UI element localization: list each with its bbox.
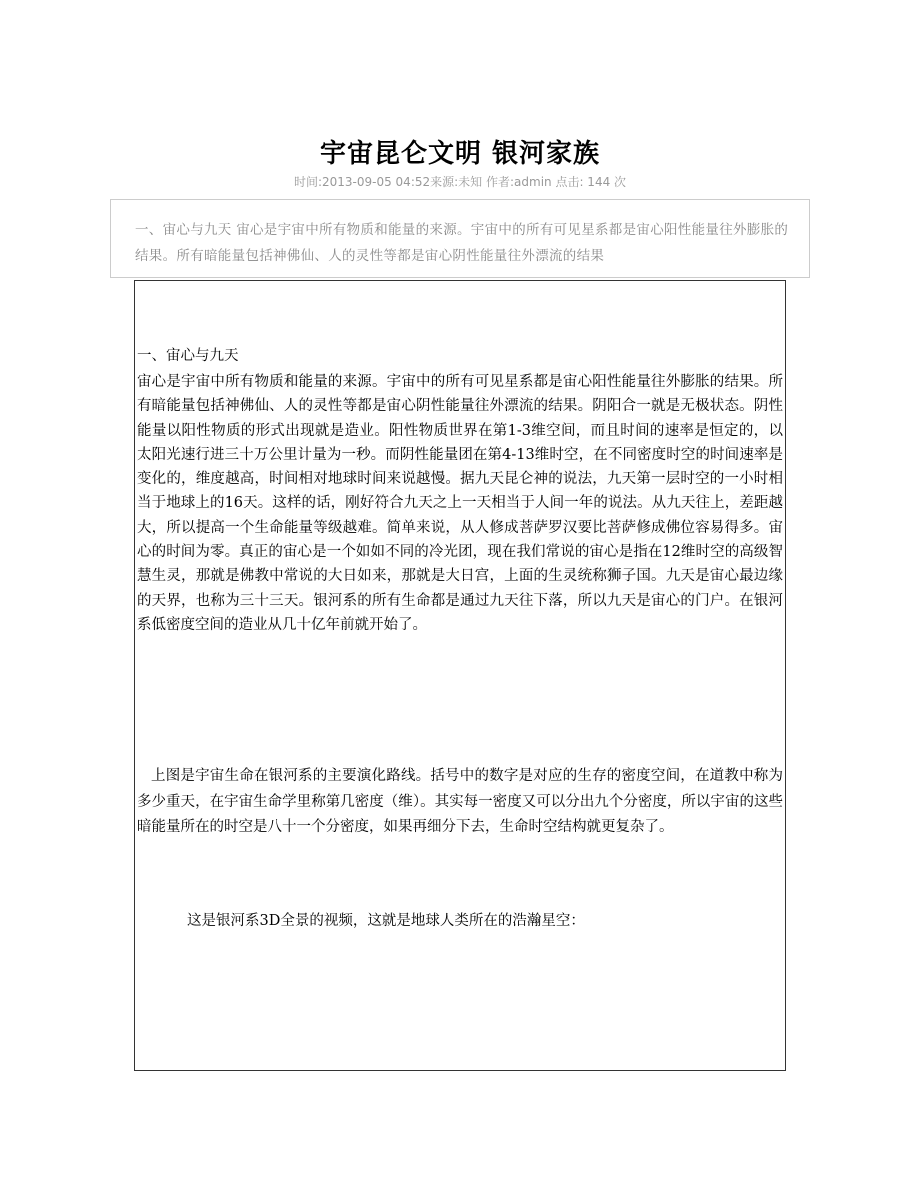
article-meta: 时间:2013-09-05 04:52来源:未知 作者:admin 点击: 144 次 xyxy=(293,175,627,189)
article-summary: 一、宙心与九天 宙心是宇宙中所有物质和能量的来源。宇宙中的所有可见星系都是宙心阳性能量往外膨胀的结果。所有暗能量包括神佛仙、人的灵性等都是宙心阴性能量往外漂流的结果 xyxy=(110,199,810,278)
section-heading: 一、宙心与九天 xyxy=(137,348,239,364)
paragraph-evolution-route: 上图是宇宙生命在银河系的主要演化路线。括号中的数字是对应的生存的密度空间，在道教中称为多少重天，在宇宙生命学里称第几密度（维）。其实每一密度又可以分出九个分密度，所以宇宙的这些暗能量所在的时空是八十一个分密度，如果再细分下去，生命时空结构就更复杂了。 xyxy=(137,768,783,835)
paragraph-video-intro: 这是银河系3D全景的视频，这就是地球人类所在的浩瀚星空： xyxy=(187,913,585,929)
paragraph-universe-center: 宙心是宇宙中所有物质和能量的来源。宇宙中的所有可见星系都是宙心阳性能量往外膨胀的结果。所有暗能量包括神佛仙、人的灵性等都是宙心阴性能量往外漂流的结果。阴阳合一就是无极状态。阴性能量以阳性物质的形式出现就是造业。阳性物质世界在第1-3维空间，而且时间的速率是恒定的，以太阳光速行进三十万公里计量为一秒。而阴性能量团在第4-13维时空，在不同密度时空的时间速率是变化的，维度越高，时间相对地球时间来说越慢。据九天昆仑神的说法，九天第一层时空的一小时相当于地球上的16天。这样的话，刚好符合九天之上一天相当于人间一年的说法。从九天往上，差距越大，所以提高一个生命能量等级越难。简单来说，从人修成菩萨罗汉要比菩萨修成佛位容易得多。宙心的时间为零。真正的宙心是一个如如不同的冷光团，现在我们常说的宙心是指在12维时空的高级智慧生灵，那就是佛教中常说的大日如来，那就是大日宫，上面的生灵统称狮子国。九天是宙心最边缘的天界，也称为三十三天。银河系的所有生命都是通过九天往下落，所以九天是宙心的门户。在银河系低密度空间的造业从几十亿年前就开始了。 xyxy=(137,374,783,633)
page-title: 宇宙昆仑文明 银河家族 xyxy=(319,139,601,169)
article-content xyxy=(134,280,786,1071)
